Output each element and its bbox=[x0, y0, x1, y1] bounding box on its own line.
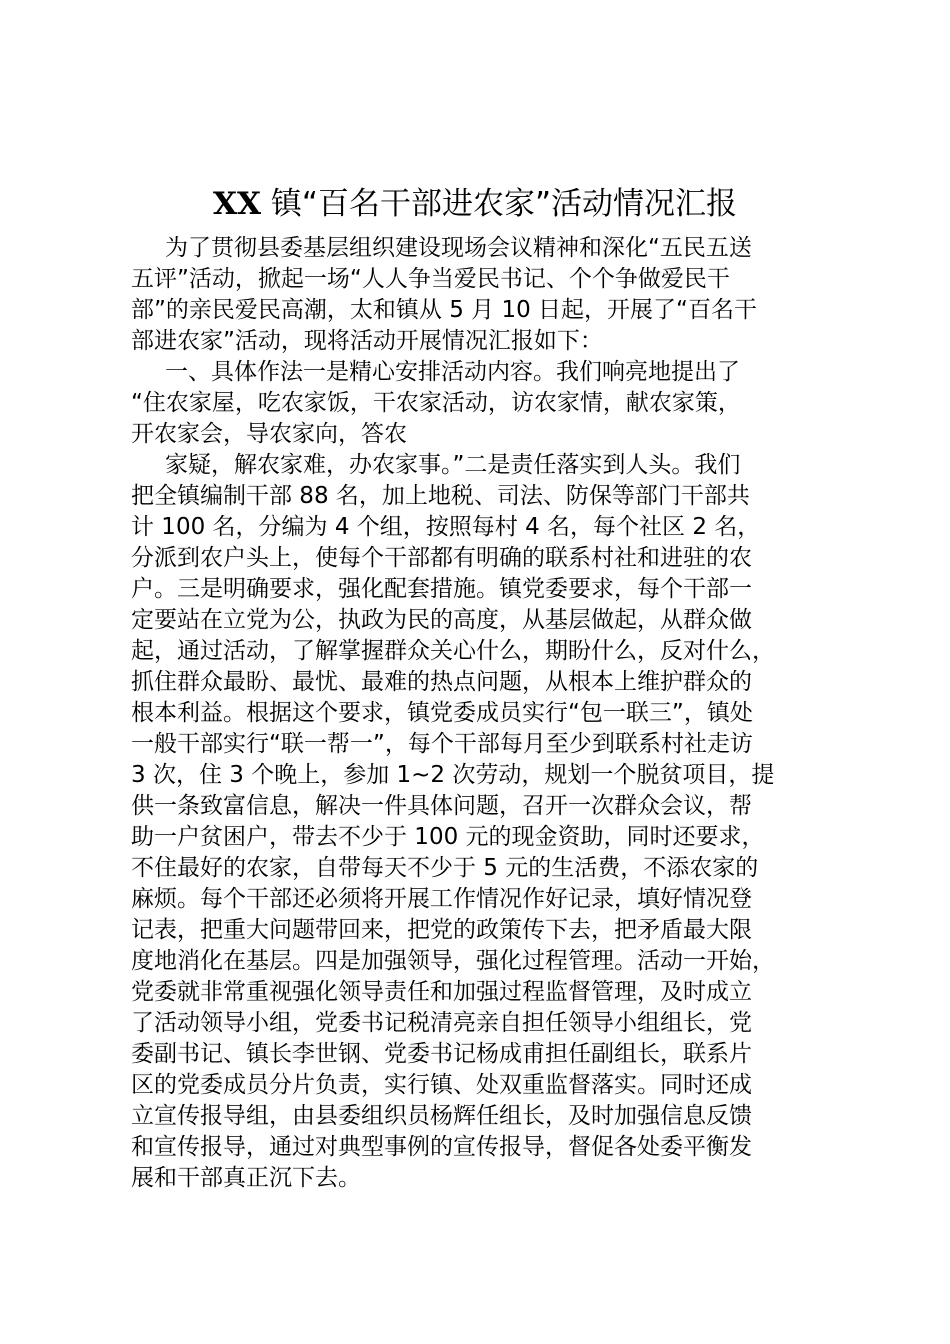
body-line: 委副书记、镇长李世钢、党委书记杨成甫担任副组长，联系片 bbox=[131, 1041, 752, 1067]
body-line: 家疑，解农家难，办农家事。”二是责任落实到人头。我们 bbox=[165, 452, 741, 478]
title-text: 镇“百名干部进农家”活动情况汇报 bbox=[261, 186, 738, 222]
body-line: 为了贯彻县委基层组织建设现场会议精神和深化“五民五送 bbox=[165, 235, 752, 261]
body-line: 了活动领导小组，党委书记税清亮亲自担任领导小组组长，党 bbox=[131, 1010, 752, 1036]
body-line: 记表，把重大问题带回来，把党的政策传下去，把矛盾最大限 bbox=[131, 917, 752, 943]
body-line: 五评”活动，掀起一场“人人争当爱民书记、个个争做爱民干 bbox=[131, 266, 730, 292]
body-line: 一、具体作法一是精心安排活动内容。我们响亮地提出了 bbox=[165, 359, 740, 385]
body-line: “住农家屋，吃农家饭，干农家活动，访农家情，献农家策， bbox=[131, 390, 741, 416]
document-title bbox=[0, 182, 950, 226]
body-line: 供一条致富信息，解决一件具体问题，召开一次群众会议，帮 bbox=[131, 793, 752, 819]
body-line: 一般干部实行“联一帮一”，每个干部每月至少到联系村社走访 bbox=[131, 731, 753, 757]
body-line: 和宣传报导，通过对典型事例的宣传报导，督促各处委平衡发 bbox=[131, 1134, 752, 1160]
body-line: 党委就非常重视强化领导责任和加强过程监督管理，及时成立 bbox=[131, 979, 752, 1005]
body-line: 抓住群众最盼、最忧、最难的热点问题，从根本上维护群众的 bbox=[131, 669, 752, 695]
body-line: 计 100 名，分编为 4 个组，按照每村 4 名，每个社区 2 名， bbox=[131, 514, 761, 540]
body-line: 助一户贫困户，带去不少于 100 元的现金资助，同时还要求， bbox=[131, 824, 765, 850]
body-line: 起，通过活动，了解掌握群众关心什么，期盼什么，反对什么， bbox=[131, 638, 775, 664]
body-line: 3 次，住 3 个晚上，参加 1~2 次劳动，规划一个脱贫项目，提 bbox=[131, 762, 775, 788]
body-line: 部”的亲民爱民高潮，太和镇从 5 月 10 日起，开展了“百名干 bbox=[131, 297, 757, 323]
body-line: 户。三是明确要求，强化配套措施。镇党委要求，每个干部一 bbox=[131, 576, 752, 602]
body-line: 开农家会，导农家向，答农 bbox=[131, 421, 407, 447]
body-line: 根本利益。根据这个要求，镇党委成员实行“包一联三”，镇处 bbox=[131, 700, 753, 726]
body-line: 分派到农户头上，使每个干部都有明确的联系村社和进驻的农 bbox=[131, 545, 752, 571]
body-line: 区的党委成员分片负责，实行镇、处双重监督落实。同时还成 bbox=[131, 1072, 752, 1098]
title-prefix: XX bbox=[212, 186, 262, 222]
body-line: 展和干部真正沉下去。 bbox=[131, 1165, 361, 1191]
body-line: 把全镇编制干部 88 名，加上地税、司法、防保等部门干部共 bbox=[131, 483, 750, 509]
body-line: 定要站在立党为公，执政为民的高度，从基层做起，从群众做 bbox=[131, 607, 752, 633]
body-line: 不住最好的农家，自带每天不少于 5 元的生活费，不添农家的 bbox=[131, 855, 759, 881]
body-line: 立宣传报导组，由县委组织员杨辉任组长，及时加强信息反馈 bbox=[131, 1103, 752, 1129]
body-line: 度地消化在基层。四是加强领导，强化过程管理。活动一开始， bbox=[131, 948, 775, 974]
body-line: 部进农家”活动，现将活动开展情况汇报如下： bbox=[131, 328, 603, 354]
body-line: 麻烦。每个干部还必须将开展工作情况作好记录，填好情况登 bbox=[131, 886, 752, 912]
